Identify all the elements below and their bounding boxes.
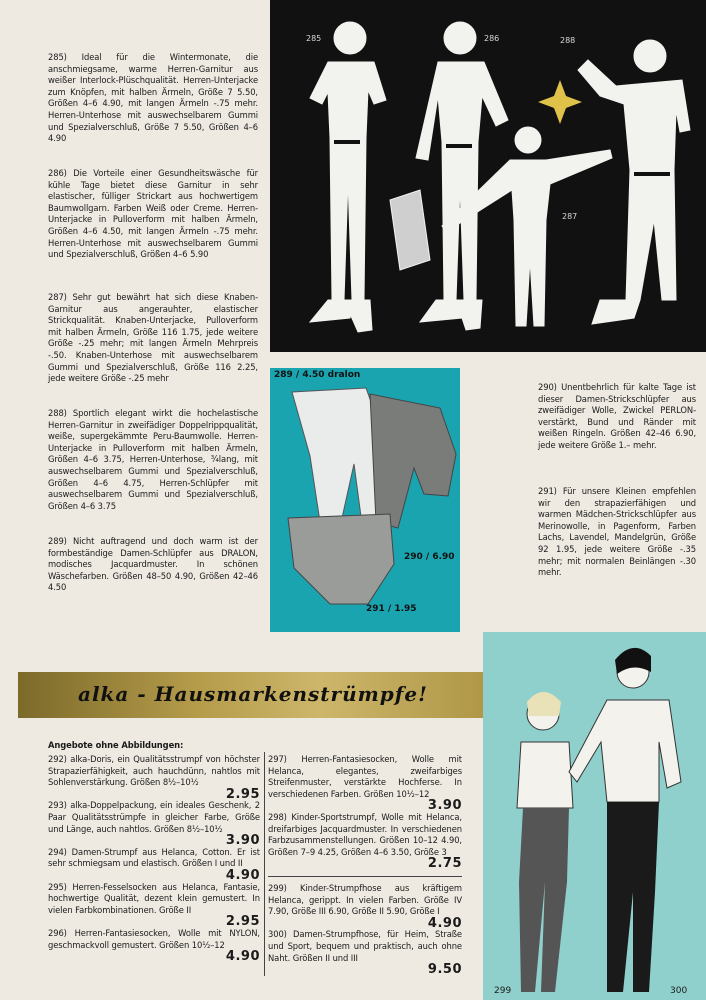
briefs-illustration [270, 368, 460, 632]
socks-column-1 [48, 754, 260, 963]
socks-column-2 [268, 754, 462, 976]
row-divider [268, 876, 462, 877]
sock-item-299: 299) Kinder-Strumpfhose aus kräftigem Helanca, gerippt. In vielen Farben. Größe IV 7.90, Größe III 6.90, Größe II 5.90, Größe I 4.90 [268, 882, 462, 931]
figure-label-287: 287 [562, 212, 578, 221]
price-292: 2.95 [225, 786, 260, 802]
banner-title: alka - Hausmarkenstrümpfe! [78, 682, 428, 706]
sock-item-298: 298) Kinder-Sportstrumpf, Wolle mit Helanca, dreifarbiges Jacquardmuster. In verschiedenen Farbzusammenstellungen. Größen 10–12 4.90, Größen 7–9 4.25, Größen 4–6 3.50, Größe 3 2.75 [268, 811, 462, 872]
price-297: 3.90 [427, 798, 462, 814]
men-figures-illustration [270, 0, 706, 352]
sock-item-295: 295) Herren-Fesselsocken aus Helanca, Fantasie, hochwertige Qualität, dezent klein gemustert. In vielen Farbkombinationen. Größe II 2.95 [48, 881, 260, 930]
label-290: 290 / 6.90 [404, 552, 455, 562]
page-number-300: 300 [670, 986, 688, 996]
figure-label-285: 285 [306, 34, 322, 43]
figure-label-286: 286 [484, 34, 500, 43]
page-number-299: 299 [494, 986, 512, 996]
price-300: 9.50 [427, 962, 462, 978]
price-293: 3.90 [225, 833, 260, 849]
item-286: 286) Die Vorteile einer Gesundheitswäsche für kühle Tage bietet diese Garnitur in sehr elastischer, fülliger Strickart aus hochwertigem Baumwollgarn. Farben Weiß oder Creme. Herren-Unterjacke in Pulloverform mit halben Ärmeln, Größen 4–6 4.50, mit langen Ärmeln -.75 mehr. Herren-Unterhose mit auswechselbarem Gummi und Spezialverschluß, Größen 4–6 5.90 [48, 168, 258, 260]
underwear-illustration-panel [270, 0, 706, 352]
women-figures-illustration [483, 632, 706, 1000]
item-288: 288) Sportlich elegant wirkt die hochelastische Herren-Garnitur in zweifädiger Doppelrippqualität, weiße, supergekämmte Peru-Baumwolle. Herren-Unterjacke in Pulloverform mit halben Ärmeln, Größen 4–6 3.75, Herren-Unterhose, ¾lang, mit auswechselbarem Gummi und Spezialverschluß, Größen 4–6 4.75, Herren-Schlüpfer mit auswechselbarem Gummi und Spezialverschluß, Größen 4–6 3.75 [48, 408, 258, 511]
item-290: 290) Unentbehrlich für kalte Tage ist dieser Damen-Strickschlüpfer aus zweifädiger Wolle, Zwickel PERLON-verstärkt, Bund und Ränder mit weißen Ringeln. Größen 42–46 6.90, jede weitere Größe 1.– mehr. [538, 382, 696, 450]
price-295: 2.95 [225, 914, 260, 930]
figure-label-288: 288 [560, 36, 576, 45]
item-289: 289) Nicht auftragend und doch warm ist der formbeständige Damen-Schlüpfer aus DRALON, modisches Jacquardmuster. In schönen Wäschefarben. Größen 48–50 4.90, Größen 42–46 4.50 [48, 536, 258, 593]
sock-item-296: 296) Herren-Fantasiesocken, Wolle mit NYLON, geschmackvoll gemustert. Größen 10½–12 4.90 [48, 927, 260, 965]
price-294: 4.90 [225, 867, 260, 883]
sock-item-294: 294) Damen-Strumpf aus Helanca, Cotton. Er ist sehr schmiegsam und elastisch. Größen I und II 4.90 [48, 846, 260, 883]
stockings-banner [18, 672, 522, 718]
sock-item-297: 297) Herren-Fantasiesocken, Wolle mit Helanca, elegantes, zweifarbiges Streifenmuster, verstärkte Hochferse. In verschiedenen Farben. Größen 10½–12 3.90 [268, 754, 462, 814]
socks-intro: Angebote ohne Abbildungen: [48, 740, 184, 750]
label-291: 291 / 1.95 [366, 604, 417, 614]
price-299: 4.90 [427, 915, 462, 931]
price-298: 2.75 [427, 856, 462, 872]
item-291: 291) Für unsere Kleinen empfehlen wir den strapazierfähigen und warmen Mädchen-Strickschlüpfer aus Merinowolle, in Pagenform, Farben Lachs, Lavendel, Mandelgrün, Größe 92 1.95, jede weitere Größe -.35 mehr; mit normalen Beinlängen -.30 mehr. [538, 486, 696, 578]
briefs-illustration-panel [270, 368, 460, 632]
column-divider [264, 752, 265, 976]
stockings-illustration-panel [483, 632, 706, 1000]
price-296: 4.90 [225, 949, 260, 965]
sock-item-293: 293) alka-Doppelpackung, ein ideales Geschenk, 2 Paar Qualitätsstrümpfe in gleicher Farbe, Größe und Länge, auch nahtlos. Größen 8½–10½ 3.90 [48, 800, 260, 849]
star-icon [538, 80, 582, 124]
item-287: 287) Sehr gut bewährt hat sich diese Knaben-Garnitur aus angerauhter, elastischer Strickqualität. Knaben-Unterjacke, Pulloverform mit halben Ärmeln, Größe 116 1.75, jede weitere Größe -.25 mehr; mit langen Ärmeln Mehrpreis -.50. Knaben-Unterhose mit auswechselbarem Gummi und Spezialverschluß, Größe 116 2.25, jede weitere Größe -.25 mehr [48, 292, 258, 384]
sock-item-292: 292) alka-Doris, ein Qualitätsstrumpf von höchster Strapazierfähigkeit, auch hauchdünn, nahtlos mit Sohlenverstärkung. Größen 8½–10½ 2.95 [48, 754, 260, 802]
label-289: 289 / 4.50 dralon [274, 370, 361, 380]
sock-item-300: 300) Damen-Strumpfhose, für Heim, Straße und Sport, bequem und praktisch, auch ohne Naht. Größen II und III 9.50 [268, 929, 462, 978]
item-285: 285) Ideal für die Wintermonate, die anschmiegsame, warme Herren-Garnitur aus weißer Interlock-Plüschqualität. Herren-Unterjacke zum Knöpfen, mit halben Ärmeln, Größe 7 5.50, Größen 4–6 4.90, mit langen Ärmeln -.75 mehr. Herren-Unterhose mit auswechselbarem Gummi und Spezialverschluß, Größe 7 5.50, Größen 4–6 4.90 [48, 52, 258, 144]
